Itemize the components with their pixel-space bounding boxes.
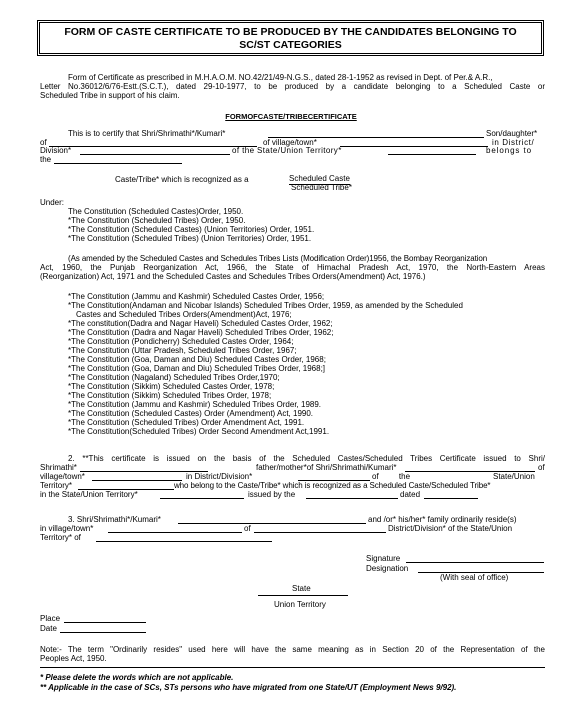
amended-line-1: (As amended by the Scheduled Castes and Schedules Tribes Lists (Modification Order)1956, the Bombay Reorganization (68, 254, 488, 263)
para2-authority-blank[interactable] (306, 498, 398, 499)
place-label: Place (40, 614, 61, 623)
intro-line-2: Letter No.36012/6/76-Estt.(S.C.T.), dated 29-10-1977, to be produced by a candidate belonging to a Scheduled Caste or (40, 82, 545, 91)
para2-line-1: 2. **This certificate is issued on the basis of the Scheduled Castes/Scheduled Tribes Certificate issued to Shri/ (68, 454, 545, 463)
under-item: *The Constitution (Scheduled Tribes) Order, 1950. (68, 216, 246, 225)
footnote-2: ** Applicable in the case of SCs, STs persons who have migrated from one State/UT (Employment News 9/92). (40, 683, 457, 692)
amended-line-3: (Reorganization) Act, 1971 and the Scheduled Castes and Schedules Tribes Orders(Amendment) Act, 1976.) (40, 272, 426, 281)
state-ut-label: of the State/Union Territory* (232, 146, 342, 155)
order-item: *The Constitution (Scheduled Tribes) Order Amendment Act, 1991. (68, 418, 305, 427)
note-line-1: Note:- The term "Ordinarily resides" used here will have the same meaning as in Section 20 of the Representation of the (40, 645, 545, 654)
village-town-label: of village/town* (263, 138, 317, 147)
under-label: Under: (40, 198, 65, 207)
title-line-1: FORM OF CASTE CERTIFICATE TO BE PRODUCED BY THE CANDIDATES BELONGING TO (64, 26, 517, 38)
division-label: Division* (40, 146, 72, 155)
order-item: *The Constitution (Uttar Pradesh, Scheduled Tribes Order, 1967; (68, 346, 297, 355)
para3-village: in village/town* (40, 524, 94, 533)
para3-territory: Territory* of (40, 533, 81, 542)
para2-belong-text: who belong to the Caste/Tribe* which is recognized as a Scheduled Caste/Scheduled Tribe* (174, 481, 491, 490)
under-item: *The Constitution (Scheduled Castes) (Union Territories) Order, 1951. (68, 225, 315, 234)
caste-name-blank[interactable] (54, 163, 182, 164)
note-line-2: Peoples Act, 1950. (40, 654, 107, 663)
para2-state-union: State/Union (493, 472, 535, 481)
state-label: State (292, 584, 311, 593)
order-item: *The Constitution (Goa, Daman and Diu) Scheduled Tribes Order, 1968;] (68, 364, 326, 373)
order-item: *The Constitution (Sikkim) Scheduled Tribes Order, 1978; (68, 391, 272, 400)
para2-in-state: in the State/Union Territory* (40, 490, 138, 499)
order-item: *The Constitution (Sikkim) Scheduled Castes Order, 1978; (68, 382, 275, 391)
under-item: *The Constitution (Scheduled Tribes) (Union Territories) Order, 1951. (68, 234, 312, 243)
para3-reside: and /or* his/her* family ordinarily reside(s) (368, 515, 517, 524)
para2-of: of (538, 463, 545, 472)
footnote-divider (40, 667, 545, 668)
para3-district: District/Division* of the State/Union (388, 524, 513, 533)
intro-line-1: Form of Certificate as prescribed in M.H.A.O.M. NO.42/21/49-N.G.S., dated 28-1-1952 as revised in Dept. of Per.& A.R., (68, 73, 493, 82)
place-blank[interactable] (64, 622, 146, 623)
footnote-1: * Please delete the words which are not applicable. (40, 673, 234, 682)
order-item: *The Constitution (Nagaland) Scheduled Tribes Order,1970; (68, 373, 280, 382)
father-name-blank[interactable] (49, 146, 257, 147)
para3-name-blank[interactable] (178, 523, 366, 524)
order-item: *The constitution(Dadra and Nagar Haveli) Scheduled Castes Order, 1962; (68, 319, 333, 328)
seal-label: (With seal of office) (440, 573, 509, 582)
order-item: *The Constitution (Pondicherry) Scheduled Castes Order, 1964; (68, 337, 294, 346)
para2-village-blank[interactable] (92, 480, 182, 481)
para2-shrimathi: Shrimathi* (40, 463, 77, 472)
of-label: of (40, 138, 47, 147)
order-item: *The Constitution (Jammu and Kashmir) Scheduled Tribes Order, 1989. (68, 400, 322, 409)
order-item: *The Constitution (Dadra and Nagar Haveli) Scheduled Tribes Order, 1962; (68, 328, 334, 337)
the-label: the (40, 155, 52, 164)
option-scheduled-caste: Scheduled Caste (289, 174, 350, 183)
para2-of-the: of the (372, 472, 411, 481)
intro-line-3: Scheduled Tribe in support of his claim. (40, 91, 180, 100)
para2-date-blank[interactable] (424, 498, 478, 499)
order-item: *The Constitution (Scheduled Castes) Order (Amendment) Act, 1990. (68, 409, 314, 418)
order-item: Castes and Scheduled Tribes Orders(Amendment)Act, 1976; (76, 310, 292, 319)
under-item: The Constitution (Scheduled Castes)Order, 1950. (68, 207, 244, 216)
date-label: Date (40, 624, 57, 633)
para2-district: in District/Division* (186, 472, 253, 481)
son-daughter-label: Son/daughter* (486, 129, 538, 138)
village-blank[interactable] (340, 146, 488, 147)
signature-label: Signature (366, 554, 401, 563)
para3-territory-blank[interactable] (96, 541, 272, 542)
date-blank[interactable] (60, 632, 146, 633)
designation-label: Designation (366, 564, 409, 573)
para3-shri: 3. Shri/Shrimathi*/Kumari* (68, 515, 161, 524)
union-territory-label: Union Territory (274, 600, 326, 609)
para2-issued-by: issued by the (248, 490, 296, 499)
division-blank[interactable] (80, 154, 230, 155)
para3-of: of (244, 524, 251, 533)
order-item: *The Constitution(Andaman and Nicobar Islands) Scheduled Tribes Order, 1959, as amended by the Scheduled (68, 301, 463, 310)
para2-territory: Territory* (40, 481, 73, 490)
belongs-to-label: belongs to (486, 146, 532, 155)
signature-blank[interactable] (406, 562, 544, 563)
para2-village-town: village/town* (40, 472, 85, 481)
title-box (39, 22, 542, 54)
order-item: *The Constitution (Jammu and Kashmir) Scheduled Castes Order, 1956; (68, 292, 325, 301)
para2-father-mother: father/mother*of Shri/Shrimathi/Kumari* (256, 463, 397, 472)
para3-village-blank[interactable] (108, 532, 242, 533)
state-blank[interactable] (388, 154, 476, 155)
state-line (258, 595, 348, 596)
district-label: in District/ (492, 138, 535, 147)
form-title (40, 23, 541, 51)
title-line-2: SC/ST CATEGORIES (239, 38, 342, 51)
caste-tribe-label: Caste/Tribe* which is recognized as a (115, 175, 249, 184)
order-item: *The Constitution(Scheduled Tribes) Order Second Amendment Act,1991. (68, 427, 330, 436)
amended-line-2: Act, 1960, the Punjab Reorganization Act, 1966, the State of Himachal Pradesh Act, 1970, the North-Eastern Areas (40, 263, 545, 272)
order-item: *The Constitution (Goa, Daman and Diu) Scheduled Castes Order, 1968; (68, 355, 326, 364)
option-scheduled-tribe: Scheduled Tribe* (291, 183, 352, 192)
para2-dated: dated (400, 490, 421, 499)
certify-text-1: This is to certify that Shri/Shrimathi*/Kumari* (68, 129, 226, 138)
para3-district-blank[interactable] (254, 532, 386, 533)
para2-state-blank[interactable] (160, 498, 244, 499)
form-heading: FORMOFCASTE/TRIBECERTIFICATE (225, 112, 357, 121)
